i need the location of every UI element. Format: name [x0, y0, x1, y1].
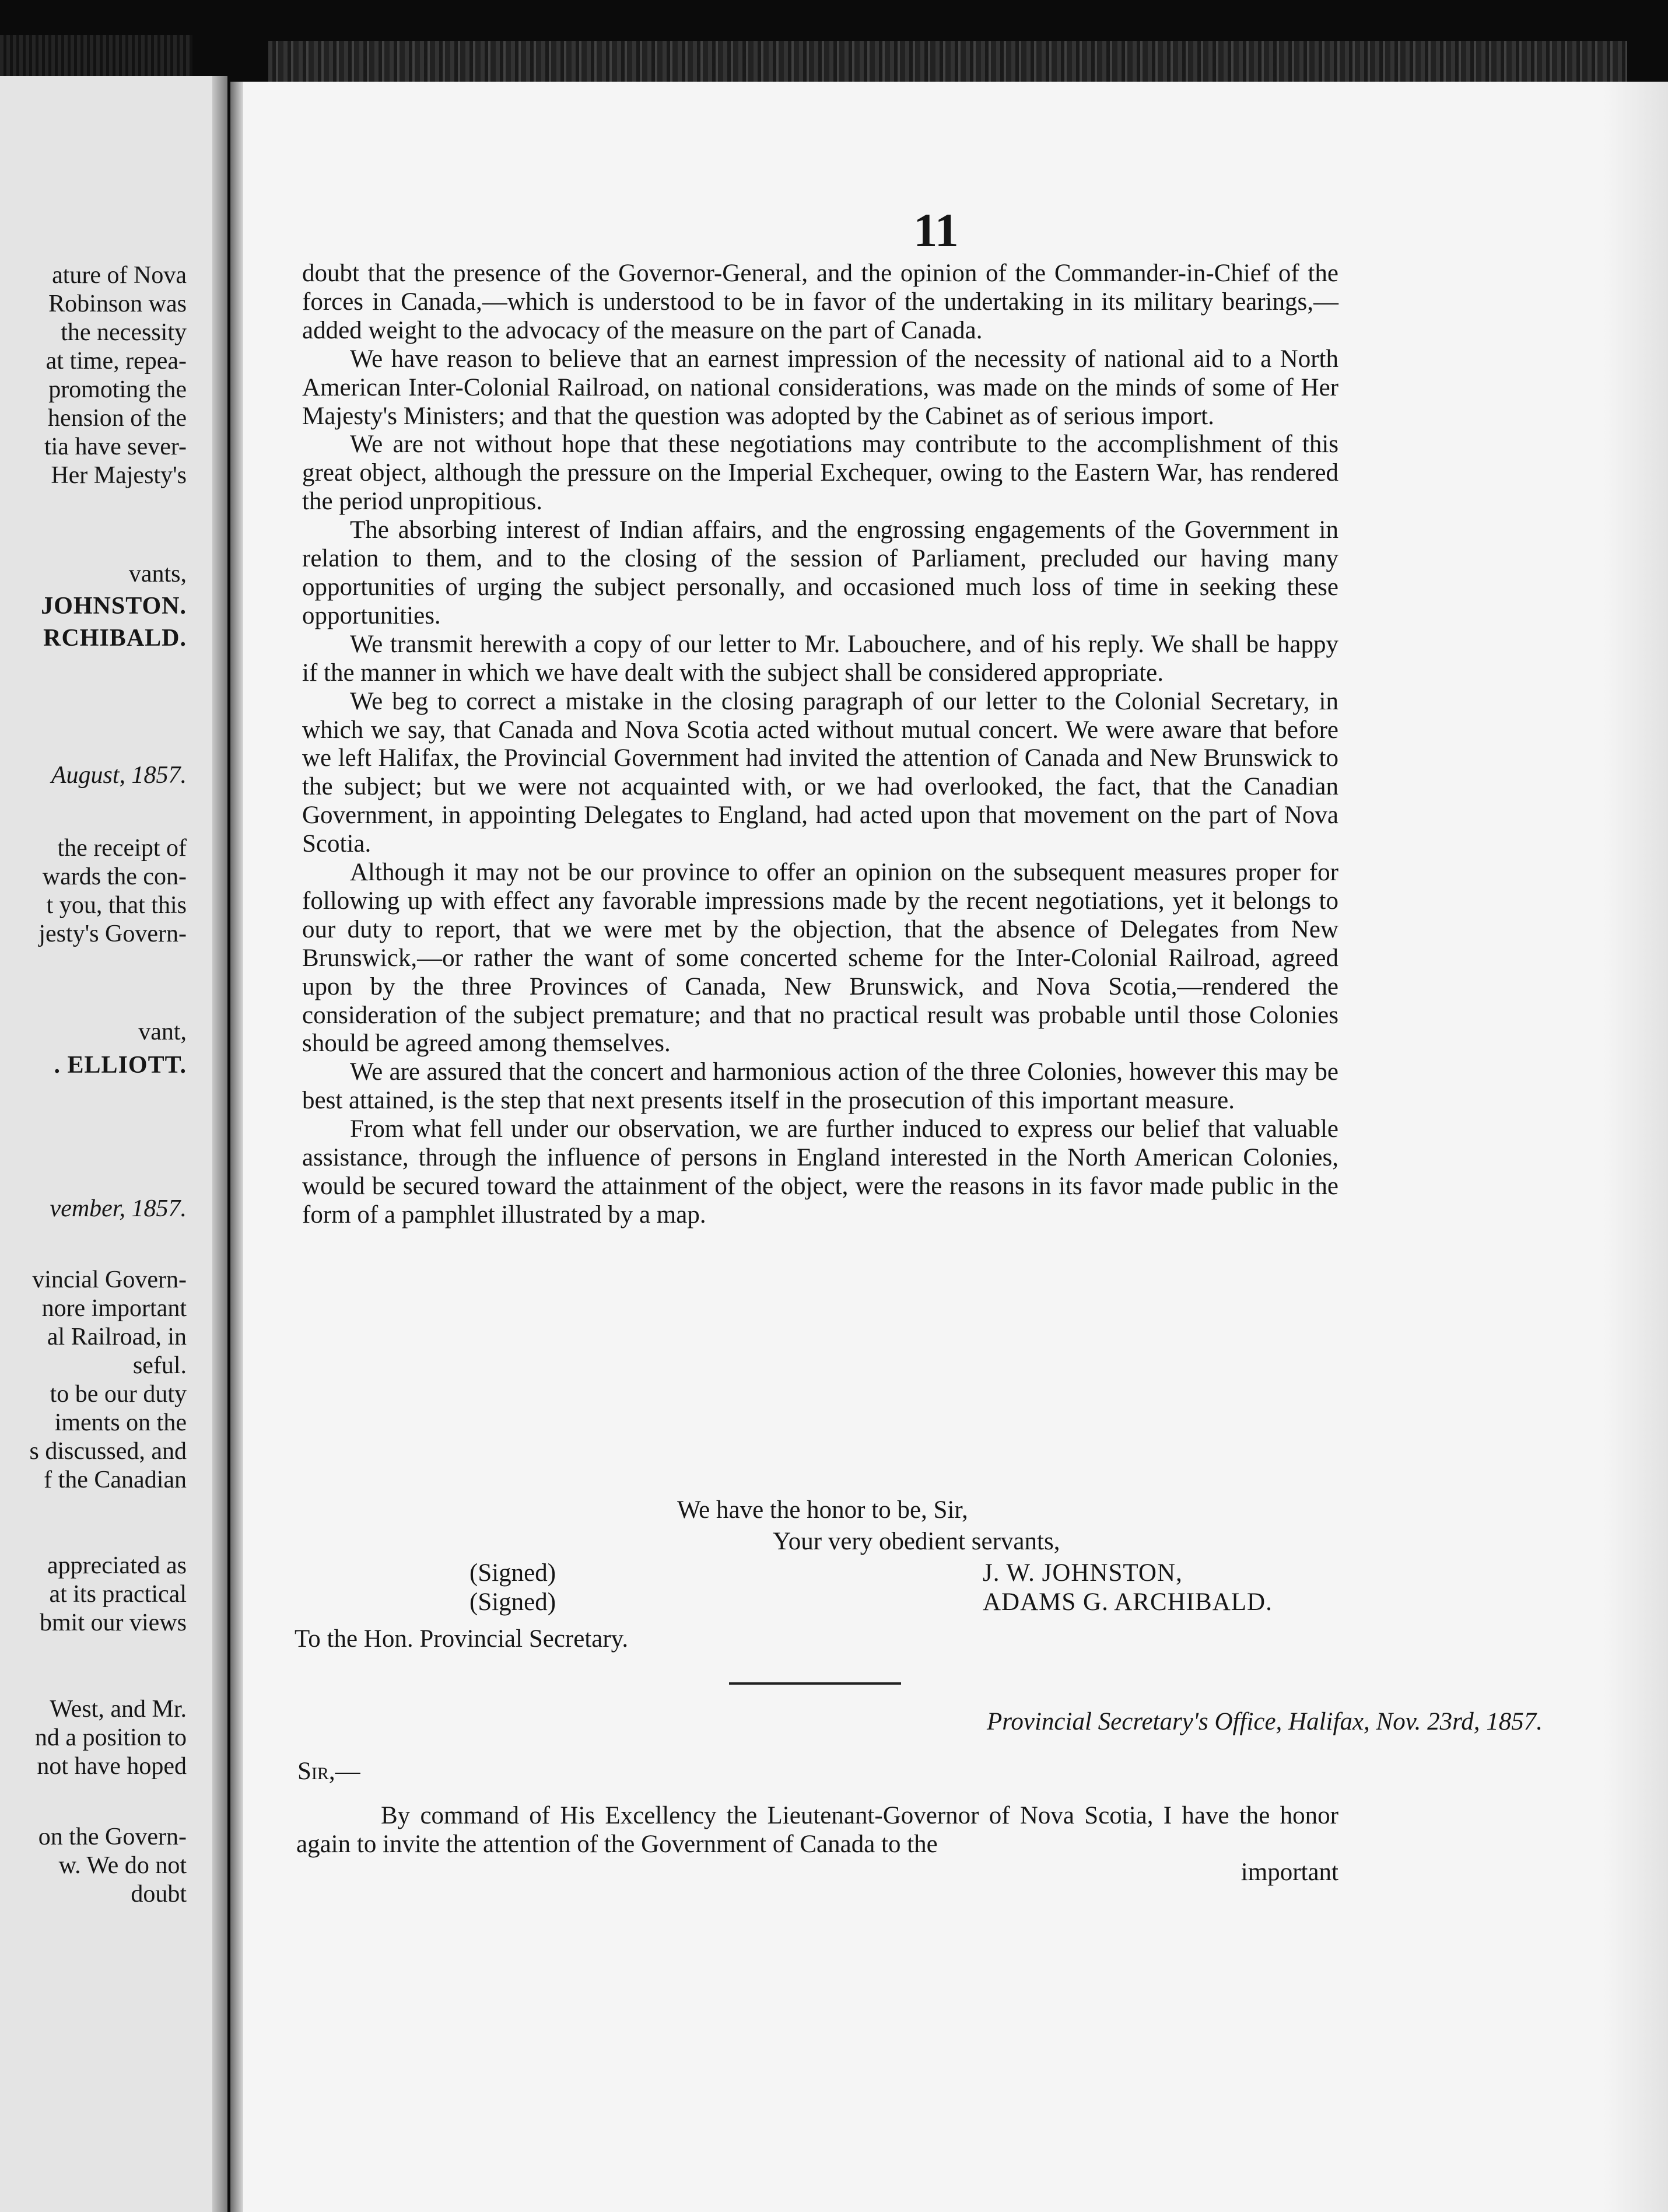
addressee: To the Hon. Provincial Secretary.: [295, 1625, 629, 1653]
letter-body: [302, 260, 1338, 1230]
left-page-line: on the Govern-: [38, 1824, 187, 1850]
left-page-line: Robinson was: [48, 290, 187, 317]
left-page-line: al Railroad, in: [47, 1324, 187, 1350]
left-page-line: appreciated as: [47, 1552, 187, 1579]
paragraph: The absorbing interest of Indian affairs, and the engrossing engagements of the Government in relation to them, and to the closing of the session of Parliament, precluded our having many opportunities of urging the subject personally, and occasioned much loss of time in seeking these opportunities.: [302, 516, 1338, 629]
salutation: Sir,—: [297, 1758, 360, 1785]
left-page-line: Her Majesty's: [51, 462, 187, 489]
page-edge-shadow: [1604, 82, 1668, 2212]
left-page-line: at its practical: [49, 1581, 187, 1608]
scan-edge-left: [0, 35, 192, 76]
left-page-line: August, 1857.: [51, 762, 187, 789]
left-page-line: seful.: [132, 1352, 187, 1379]
closing-line: We have the honor to be, Sir,: [677, 1496, 968, 1524]
page-gutter: [212, 76, 227, 2212]
dateline: Provincial Secretary's Office, Halifax, Nov. 23rd, 1857.: [986, 1708, 1543, 1735]
left-page-line: vember, 1857.: [50, 1195, 187, 1222]
signed-mark: (Signed): [469, 1559, 556, 1587]
section-divider: [729, 1682, 901, 1685]
left-page-line: RCHIBALD.: [43, 625, 187, 652]
left-page-line: wards the con-: [42, 863, 187, 890]
left-page-line: promoting the: [48, 376, 187, 403]
left-page-line: t you, that this: [46, 892, 187, 919]
left-page-line: JOHNSTON.: [41, 593, 187, 620]
left-page-line: jesty's Govern-: [38, 921, 187, 947]
left-page-line: s discussed, and: [29, 1438, 187, 1465]
left-page-line: ature of Nova: [52, 262, 187, 289]
left-page-line: the necessity: [61, 319, 187, 346]
left-page-line: tia have sever-: [44, 433, 187, 460]
signatory-name: J. W. JOHNSTON,: [983, 1559, 1183, 1587]
left-page-line: iments on the: [54, 1409, 187, 1436]
left-page-line: nd a position to: [34, 1724, 187, 1751]
left-page-line: . ELLIOTT.: [54, 1052, 187, 1079]
paragraph: doubt that the presence of the Governor-General, and the opinion of the Commander-in-Chief of the forces in Canada,—which is understood to be in favor of the undertaking in its military bearings,—added weight to the advocacy of the measure on the part of Canada.: [302, 260, 1338, 344]
left-page-line: hension of the: [48, 405, 187, 432]
left-page-line: w. We do not: [58, 1852, 187, 1879]
left-page-line: bmit our views: [40, 1609, 187, 1636]
left-page-line: vant,: [138, 1019, 187, 1045]
paragraph: We are not without hope that these negotiations may contribute to the accomplishment of this great object, although the pressure on the Imperial Exchequer, owing to the Eastern War, has rendered the period unpropitious.: [302, 430, 1338, 516]
catchword: important: [1241, 1859, 1338, 1886]
page-number: 11: [913, 204, 959, 257]
signatory-name: ADAMS G. ARCHIBALD.: [983, 1588, 1273, 1616]
paragraph: We are assured that the concert and harmonious action of the three Colonies, however this may be best attained, is the step that next presents itself in the prosecution of this important measure.: [302, 1058, 1338, 1115]
left-page-line: not have hoped: [37, 1753, 187, 1780]
page-spine-shadow: [230, 82, 243, 2212]
paragraph: We transmit herewith a copy of our letter to Mr. Labouchere, and of his reply. We shall be happy if the manner in which we have dealt with the subject shall be considered appropriate.: [302, 630, 1338, 687]
second-letter-body: [296, 1801, 1338, 1859]
paragraph: By command of His Excellency the Lieutenant-Governor of Nova Scotia, I have the honor again to invite the attention of the Government of Canada to the: [296, 1802, 1338, 1858]
closing-line: Your very obedient servants,: [773, 1528, 1060, 1555]
paragraph: We beg to correct a mistake in the closing paragraph of our letter to the Colonial Secretary, in which we say, that Canada and Nova Scotia acted without mutual concert. We were aware that before we left Halifax, the Provincial Government had invited the attention of Canada and New Brunswick to the subject; but we were not acquainted with, or we had overlooked, the fact, that the Canadian Government, in appointing Delegates to England, had acted upon that movement on the part of Nova Scotia.: [302, 687, 1338, 858]
scan-edge-top: [268, 41, 1627, 82]
paragraph: From what fell under our observation, we are further induced to express our belief that valuable assistance, through the influence of persons in England interested in the North American Colonies, would be secured toward the attainment of the object, were the reasons in its favor made public in the form of a pamphlet illustrated by a map.: [302, 1115, 1338, 1228]
left-page-line: f the Canadian: [44, 1466, 187, 1493]
paragraph: Although it may not be our province to offer an opinion on the subsequent measures proper for following up with effect any favorable impressions made by the recent negotiations, yet it belongs to our duty to report, that we were met by the objection, that the absence of Delegates from New Brunswick,—or rather the want of some concerted scheme for the Inter-Colonial Railroad, agreed upon by the three Provinces of Canada, New Brunswick, and Nova Scotia,—rendered the consideration of the subject premature; and that no practical result was probable until those Colonies should be agreed among themselves.: [302, 859, 1338, 1058]
left-page-line: vants,: [128, 561, 187, 587]
previous-page-fragment: [0, 76, 227, 2212]
left-page-line: nore important: [41, 1295, 187, 1322]
paragraph: We have reason to believe that an earnest impression of the necessity of national aid to a North American Inter-Colonial Railroad, on national considerations, was made on the minds of some of Her Majesty's Ministers; and that the question was adopted by the Cabinet as of serious import.: [302, 345, 1338, 430]
left-page-line: doubt: [131, 1881, 187, 1908]
left-page-line: at time, repea-: [45, 348, 187, 374]
left-page-line: vincial Govern-: [32, 1266, 187, 1293]
left-page-line: the receipt of: [57, 835, 187, 862]
document-page: [230, 82, 1668, 2212]
left-page-line: to be our duty: [50, 1381, 187, 1408]
signed-mark: (Signed): [469, 1588, 556, 1616]
left-page-line: West, and Mr.: [50, 1696, 187, 1723]
